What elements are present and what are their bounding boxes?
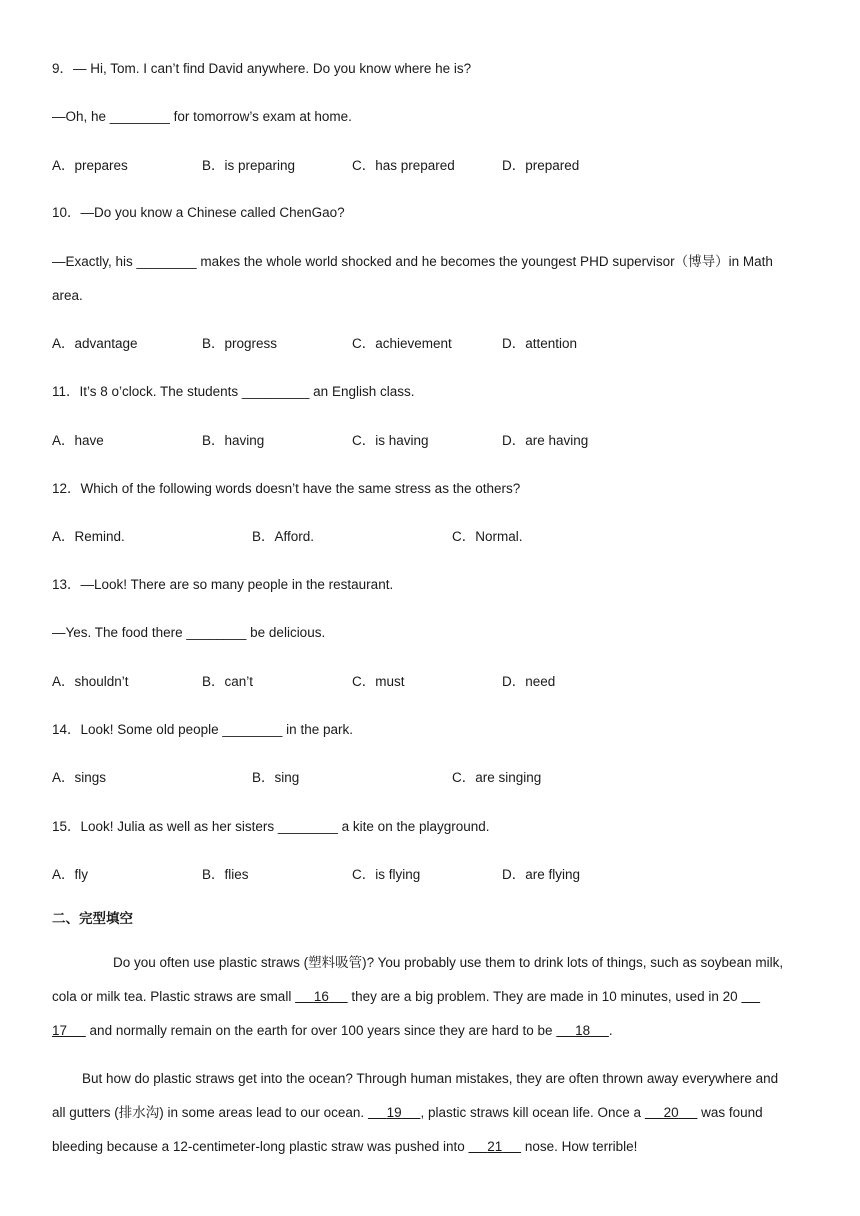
question-10-options <box>52 334 812 354</box>
option-b[interactable]: B．is preparing <box>202 158 296 173</box>
reply-text-end: in Math <box>728 254 773 269</box>
text: all gutters ( <box>52 1105 119 1120</box>
option-c[interactable]: C．achievement <box>352 336 452 351</box>
option-c[interactable]: C．are singing <box>452 770 542 785</box>
question-12-options <box>52 527 812 547</box>
text: and normally remain on the earth for over 100 years since they are hard to be <box>85 1023 557 1038</box>
blank-number: 16 <box>313 989 329 1004</box>
blank-number: 20 <box>663 1105 679 1120</box>
passage-p1-line1 <box>113 953 783 973</box>
text: ) in some areas lead to our ocean. <box>159 1105 368 1120</box>
blank-number: 18 <box>575 1023 591 1038</box>
option-b[interactable]: B．progress <box>202 336 278 351</box>
question-14-options <box>52 768 812 788</box>
blank-number: 19 <box>386 1105 402 1120</box>
question-10-prompt: 10．—Do you know a Chinese called ChenGao? <box>52 205 345 220</box>
option-c[interactable]: C．is flying <box>352 867 421 882</box>
passage-p1-line3 <box>52 1021 613 1041</box>
question-9-reply: —Oh, he ________ for tomorrow’s exam at home. <box>52 109 352 124</box>
question-11-prompt: 11．It’s 8 o’clock. The students _________ an English class. <box>52 384 415 399</box>
text: . <box>608 1023 613 1038</box>
option-d[interactable]: D．need <box>502 674 556 689</box>
text: they are a big problem. They are made in 10 minutes, used in 20 <box>347 989 742 1004</box>
question-13-prompt: 13．—Look! There are so many people in the restaurant. <box>52 577 394 592</box>
option-a[interactable]: A．fly <box>52 867 89 882</box>
chinese-gloss: 塑料吸管 <box>308 955 363 971</box>
option-b[interactable]: B．flies <box>202 867 249 882</box>
passage-p2-line1: But how do plastic straws get into the ocean? Through human mistakes, they are often thrown away everywhere and <box>82 1071 779 1086</box>
option-b[interactable]: B．can’t <box>202 674 254 689</box>
text: bleeding because a 12-centimeter-long plastic straw was pushed into <box>52 1139 469 1154</box>
text: cola or milk tea. Plastic straws are small <box>52 989 296 1004</box>
option-c[interactable]: C．has prepared <box>352 158 455 173</box>
question-13-reply: —Yes. The food there ________ be delicious. <box>52 625 326 640</box>
passage-p2-line2 <box>52 1103 763 1123</box>
blank-17[interactable] <box>52 1023 86 1038</box>
option-c[interactable]: C．must <box>352 674 405 689</box>
option-d[interactable]: D．are flying <box>502 867 581 882</box>
blank-number: 17 <box>52 1023 68 1038</box>
text: Do you often use plastic straws ( <box>113 955 309 970</box>
option-b[interactable]: B．having <box>202 433 265 448</box>
blank-20[interactable] <box>645 1105 698 1120</box>
question-15-prompt: 15．Look! Julia as well as her sisters ________ a kite on the playground. <box>52 819 490 834</box>
question-12-prompt: 12．Which of the following words doesn’t have the same stress as the others? <box>52 481 521 496</box>
blank-18[interactable] <box>556 1023 609 1038</box>
option-b[interactable]: B．sing <box>252 770 300 785</box>
text: )? You probably use them to drink lots of things, such as soybean milk, <box>362 955 784 970</box>
question-11-options <box>52 431 812 451</box>
question-10-reply <box>52 252 773 272</box>
section-title: 二、完型填空 <box>52 911 133 927</box>
chinese-gloss: 排水沟 <box>118 1105 160 1121</box>
reply-text: —Exactly, his ________ makes the whole world shocked and he becomes the youngest PHD supervisor <box>52 254 675 269</box>
question-9-options <box>52 156 812 176</box>
option-b[interactable]: B．Afford. <box>252 529 315 544</box>
option-c[interactable]: C．is having <box>352 433 429 448</box>
option-d[interactable]: D．attention <box>502 336 578 351</box>
text: , plastic straws kill ocean life. Once a <box>420 1105 645 1120</box>
question-13-options <box>52 672 812 692</box>
text: was found <box>697 1105 763 1120</box>
option-a[interactable]: A．prepares <box>52 158 128 173</box>
passage-p1-line2 <box>52 987 760 1007</box>
option-a[interactable]: A．have <box>52 433 104 448</box>
blank-17-start[interactable] <box>741 989 760 1004</box>
blank-number: 21 <box>487 1139 503 1154</box>
option-a[interactable]: A．advantage <box>52 336 138 351</box>
option-a[interactable]: A．Remind. <box>52 529 125 544</box>
option-c[interactable]: C．Normal. <box>452 529 523 544</box>
text: nose. How terrible! <box>521 1139 638 1154</box>
option-a[interactable]: A．shouldn’t <box>52 674 129 689</box>
passage-p2-line3 <box>52 1137 637 1157</box>
option-d[interactable]: D．prepared <box>502 158 580 173</box>
option-a[interactable]: A．sings <box>52 770 107 785</box>
blank-19[interactable] <box>368 1105 421 1120</box>
question-14-prompt: 14．Look! Some old people ________ in the park. <box>52 722 353 737</box>
option-d[interactable]: D．are having <box>502 433 589 448</box>
question-9-prompt: 9．— Hi, Tom. I can’t find David anywhere. Do you know where he is? <box>52 61 472 76</box>
question-10-reply-cont: area. <box>52 288 83 303</box>
question-15-options <box>52 865 812 885</box>
blank-16[interactable] <box>295 989 348 1004</box>
reply-chinese-gloss: （博导） <box>674 254 729 270</box>
blank-21[interactable] <box>469 1139 522 1154</box>
